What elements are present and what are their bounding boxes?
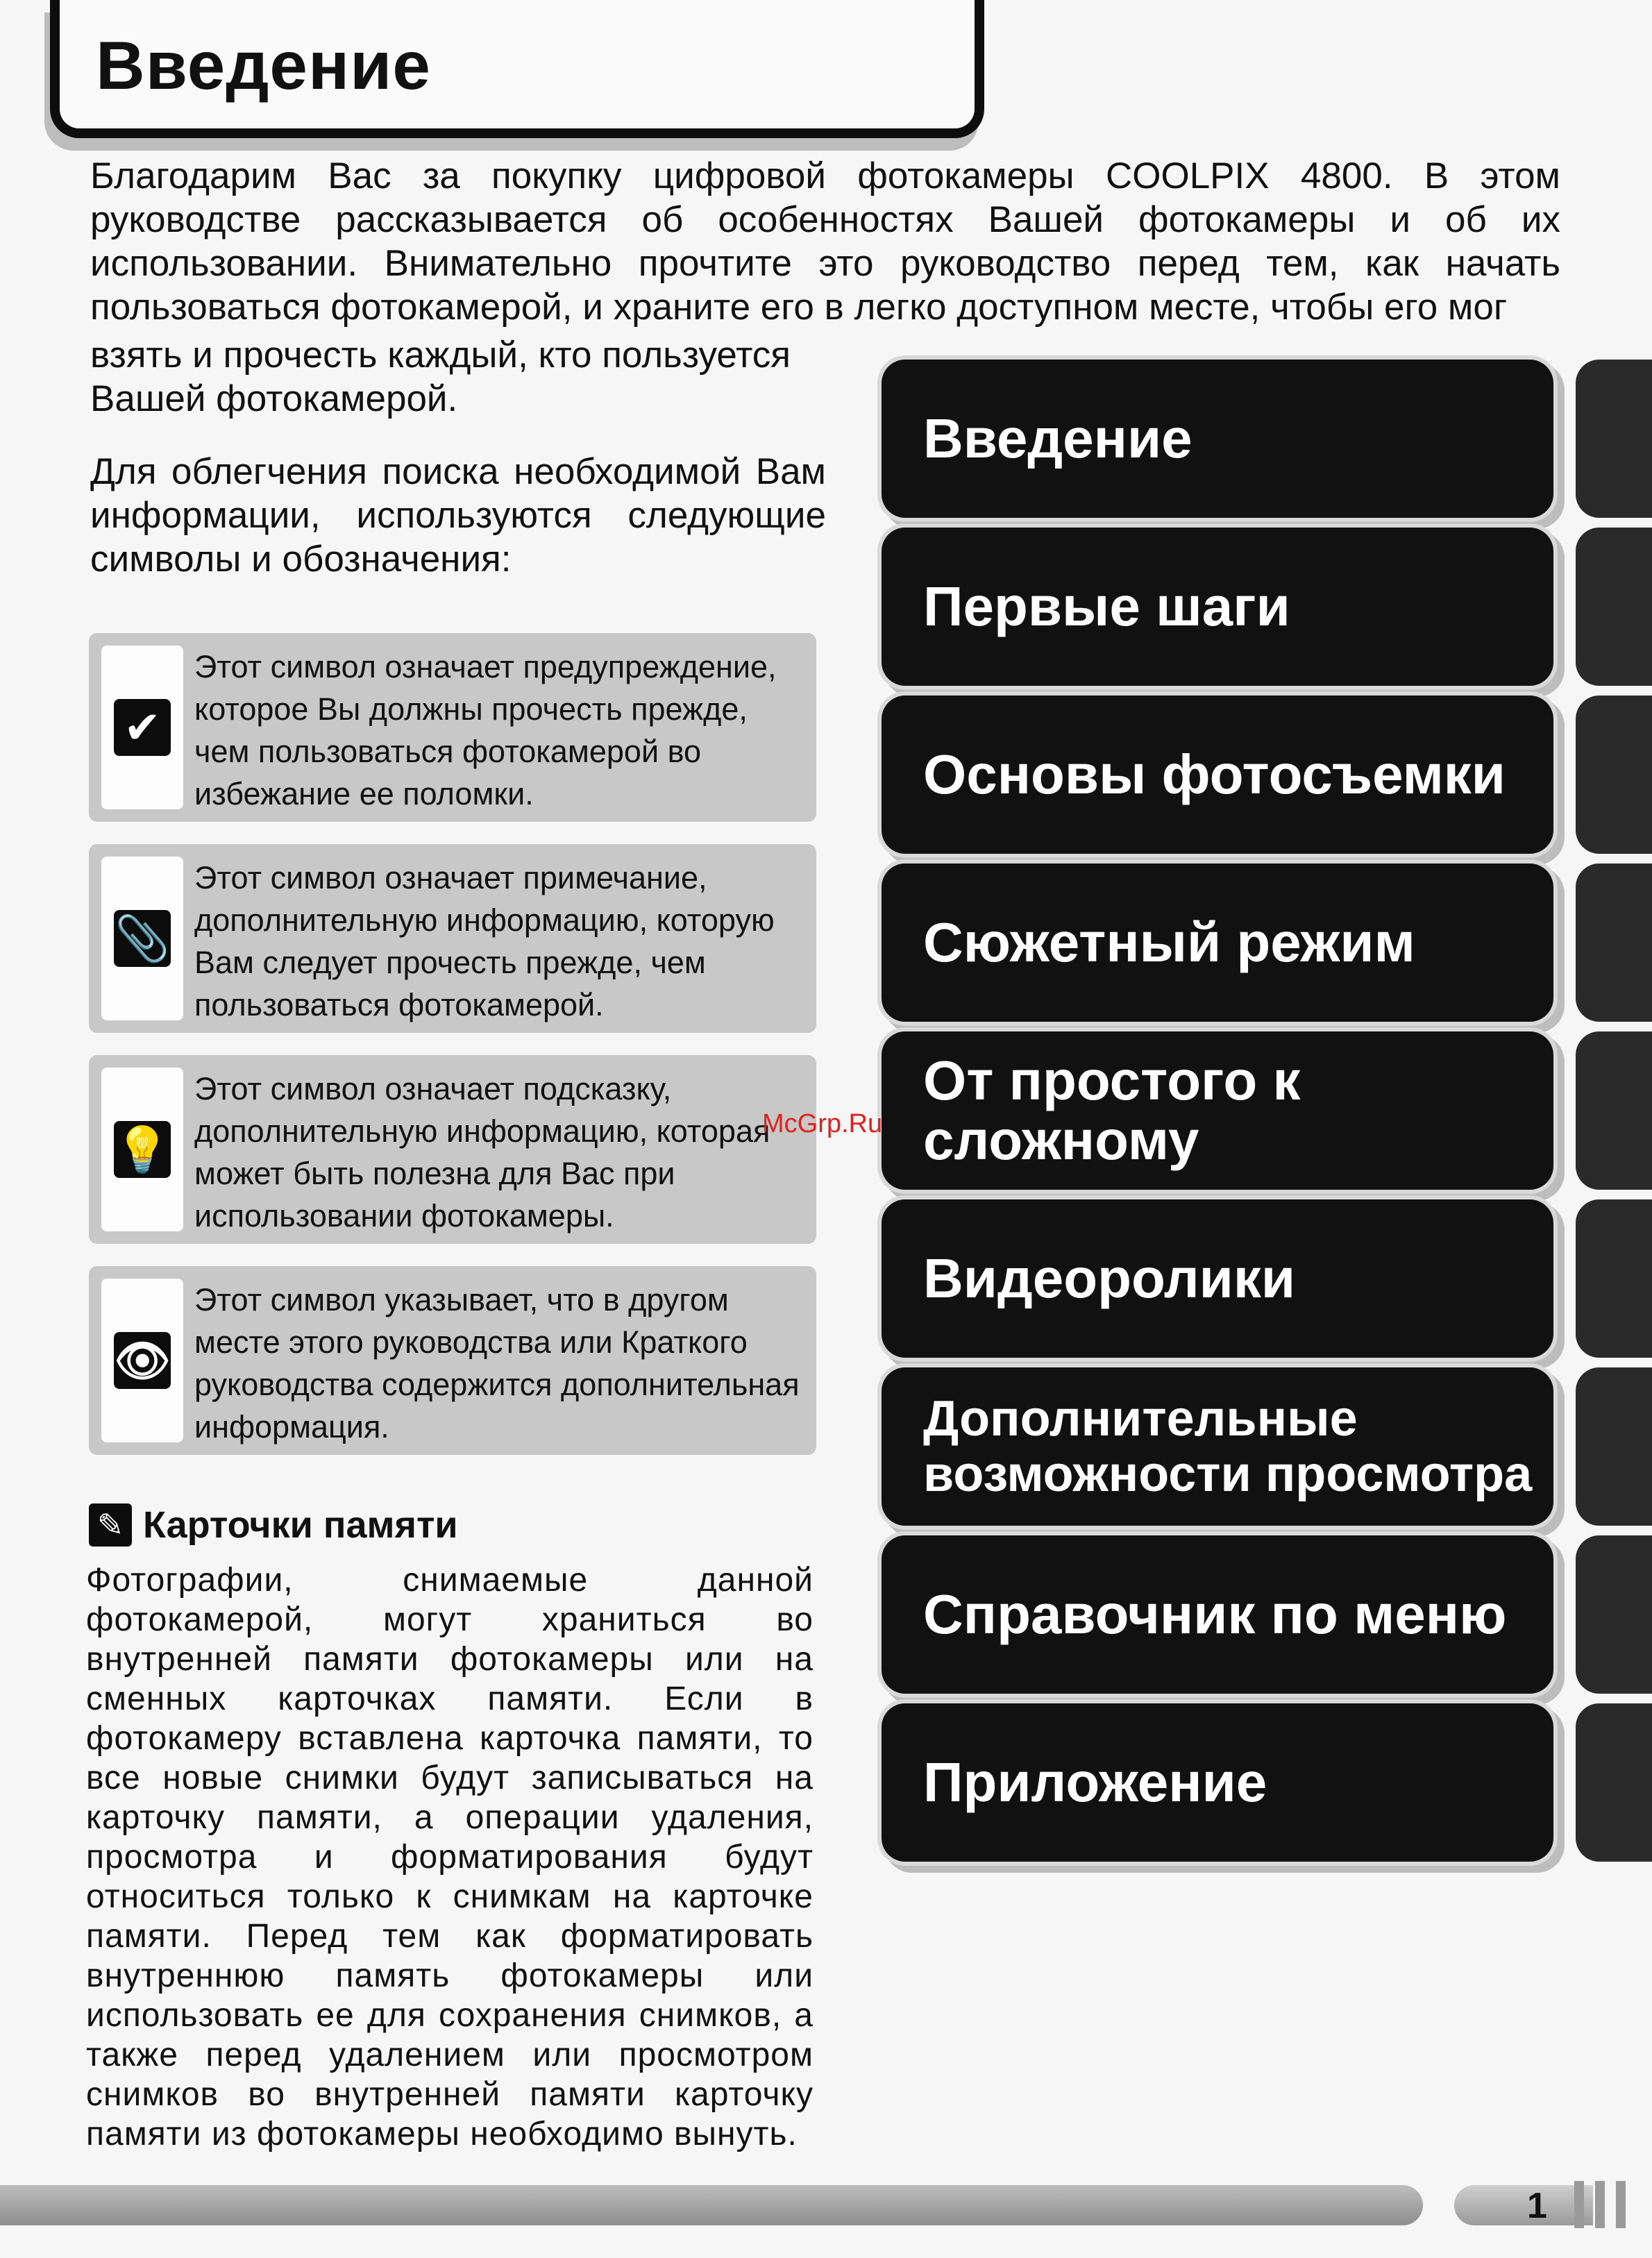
symbol-warning-text: Этот символ означает предупреждение, которое Вы должны прочесть прежде, чем пользоваться фотокамерой во избежание ее поломки. xyxy=(194,649,777,811)
thumb-index-edge xyxy=(1576,863,1652,1022)
section-tab-appendix[interactable] xyxy=(882,1703,1553,1862)
intro-paragraph-end: взять и прочесть каждый, кто пользуется Вашей фотокамерой. xyxy=(90,335,791,419)
symbol-warning-box xyxy=(89,633,816,822)
thumb-index-edge xyxy=(1576,1199,1652,1358)
thumb-index-edge xyxy=(1576,1367,1652,1526)
thumb-index-edge xyxy=(1576,528,1652,686)
section-tab-label: Первые шаги xyxy=(923,575,1290,637)
memory-cards-title: Карточки памяти xyxy=(143,1504,458,1546)
section-tab-scene-mode[interactable] xyxy=(882,863,1553,1022)
section-tab-intro[interactable] xyxy=(882,360,1553,518)
symbol-reference-box xyxy=(89,1266,816,1455)
watermark: McGrp.Ru xyxy=(762,1109,883,1138)
section-tab-label: Видеоролики xyxy=(923,1247,1296,1309)
section-tab-advanced[interactable] xyxy=(882,1031,1553,1190)
symbol-tip-box xyxy=(89,1055,816,1244)
section-tab-label: Введение xyxy=(923,407,1192,469)
page-number-pill xyxy=(1454,2185,1593,2225)
paperclip-note-icon: 📎 xyxy=(114,910,171,967)
thumb-index-edge xyxy=(1576,696,1652,854)
thumb-index-edge xyxy=(1576,1703,1652,1862)
section-tab-label: От простого к сложному xyxy=(923,1050,1301,1171)
thumb-index-edge xyxy=(1576,1031,1652,1190)
section-tab-menu-guide[interactable] xyxy=(882,1535,1553,1694)
section-tab-label: Основы фотосъемки xyxy=(923,743,1506,805)
footer-bar xyxy=(0,2185,1423,2225)
thumb-index-edge xyxy=(1576,1535,1652,1694)
header-tab xyxy=(50,0,984,138)
section-tab-label: Дополнительные возможности просмотра xyxy=(923,1391,1533,1502)
thumb-index-edge xyxy=(1576,360,1652,518)
symbol-note-box xyxy=(89,844,816,1033)
page-title: Введение xyxy=(96,27,431,103)
paperclip-note-icon: ✎ xyxy=(89,1503,132,1547)
memory-cards-body: Фотографии, снимаемые данной фотокамерой, могут храниться во внутренней памяти фотокамеры или на сменных карточках памяти. Если в фотокамеру вставлена карточка памяти, то все новые снимки будут записываться на карточку памяти, а операции удаления, просмотра и форматирования будут относиться только к снимкам на карточке памяти. Перед тем как форматировать внутреннюю память фотокамеры или использовать ее для сохранения снимков, а также перед удалением или просмотром снимков во внутренней памяти карточку памяти из фотокамеры необходимо вынуть. xyxy=(86,1562,814,2152)
section-tab-first-steps[interactable] xyxy=(882,528,1553,686)
symbols-intro: Для облегчения поиска необходимой Вам информации, используются следующие символы и обозначения: xyxy=(90,451,826,580)
section-tab-label: Справочник по меню xyxy=(923,1583,1507,1645)
check-warning-icon: ✔ xyxy=(114,699,171,756)
section-tab-label: Приложение xyxy=(923,1751,1267,1813)
page-number: 1 xyxy=(1527,2186,1547,2226)
section-tab-basics[interactable] xyxy=(882,696,1553,854)
section-tab-playback[interactable] xyxy=(882,1367,1553,1526)
memory-cards-heading xyxy=(89,1503,458,1547)
eye-reference-icon: 👁 xyxy=(114,1332,171,1389)
footer-stripes xyxy=(1574,2181,1626,2228)
section-tab-movies[interactable] xyxy=(882,1199,1553,1358)
section-tab-label: Сюжетный режим xyxy=(923,911,1415,973)
symbol-note-text: Этот символ означает примечание, дополнительную информацию, которую Вам следует прочесть прежде, чем пользоваться фотокамерой. xyxy=(194,860,775,1022)
intro-paragraph: Благодарим Вас за покупку цифровой фотокамеры COOLPIX 4800. В этом руководстве рассказывается об особенностях Вашей фотокамеры и об их использовании. Внимательно прочтите это руководство перед тем, как начать пользоваться фотокамерой, и храните его в легко доступном месте, чтобы его мог xyxy=(90,155,1560,328)
symbol-reference-text: Этот символ указывает, что в другом месте этого руководства или Краткого руководства содержится дополнительная информация. xyxy=(194,1282,800,1444)
symbol-tip-text: Этот символ означает подсказку, дополнительную информацию, которая может быть полезна для Вас при использовании фотокамеры. xyxy=(194,1071,770,1233)
lightbulb-tip-icon: 💡 xyxy=(114,1121,171,1178)
